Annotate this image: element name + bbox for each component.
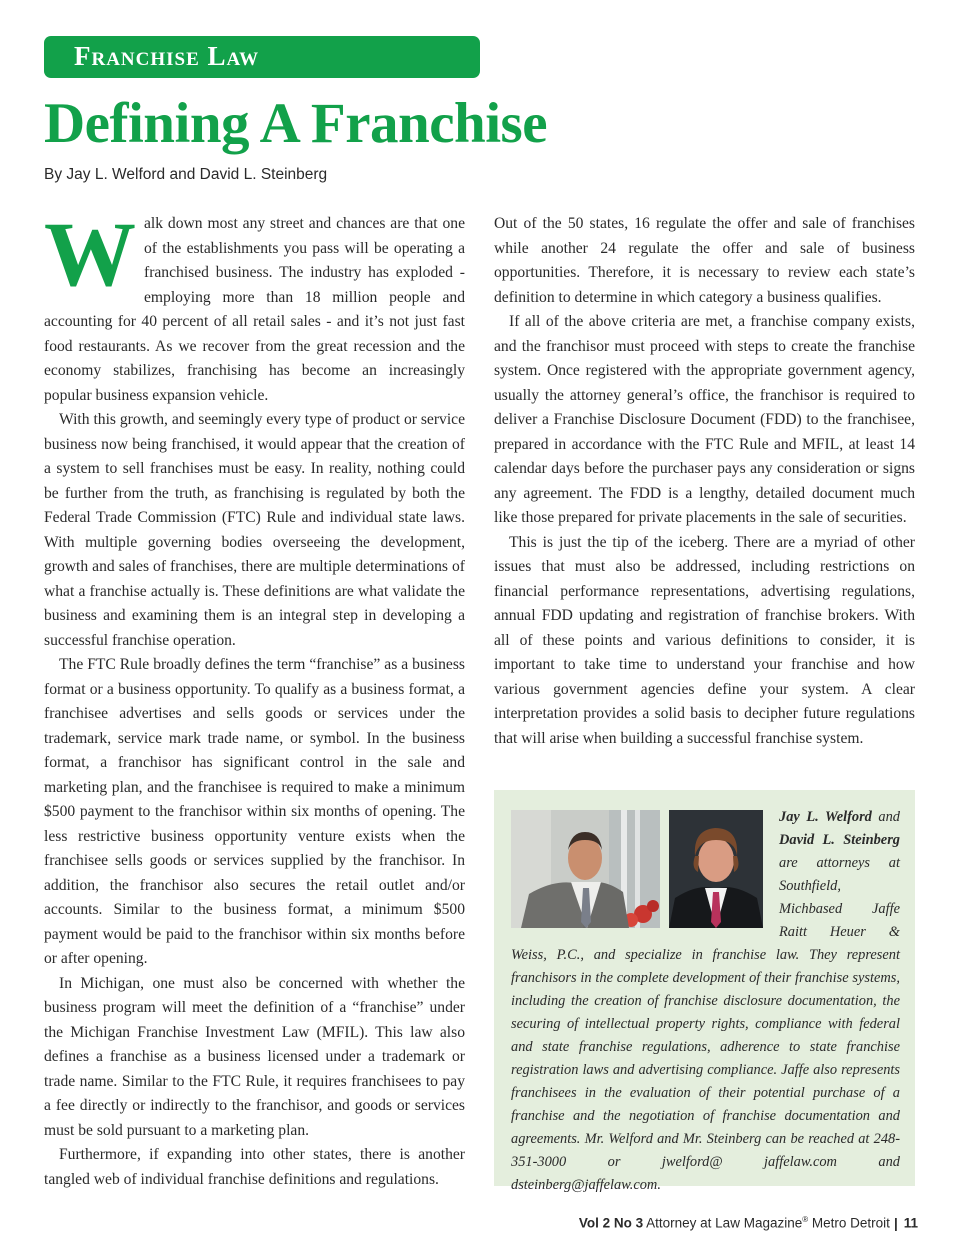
- footer-divider: |: [893, 1215, 898, 1231]
- article-paragraph: With this growth, and seemingly every type of product or service business now being franchised, it would appear that the creation of a system to sell franchises must be easy. In reality, nothing could be further from the truth, as franchising is regulated by both the Federal Trade Commission (FTC) Rule and individual state laws. With multiple governing bodies overseeing the development, growth and sales of franchises, there are multiple determinations of what a franchise actually is. These definitions are what validate the business and examining them is an integral step in developing a successful franchise operation.: [44, 411, 466, 649]
- article-paragraph: If all of the above criteria are met, a franchise company exists, and the franchisor must proceed with steps to create the franchise system. Once registered with the appropriate government agency, usually the attorney general’s office, the franchisor is required to deliver a Franchise Disclosure Document (FDD) to the franchisee, prepared in accordance with the FTC Rule and MFIL, at least 14 calendar days before the purchaser pays any consideration or signs any agreement. The FDD is a lengthy, detailed document much like those prepared for private placements in the sale of securities.: [494, 313, 915, 526]
- section-banner: [44, 36, 480, 78]
- section-label: Franchise Law: [74, 41, 260, 71]
- article-paragraph: Furthermore, if expanding into other states, there is another tangled web of individual franchise definitions and regulations.: [44, 1146, 465, 1188]
- author-name-2: David L. Steinberg: [779, 832, 900, 848]
- article-paragraph: This is just the tip of the iceberg. There are a myriad of other issues that must also be addressed, including restrictions on financial performance representations, advertising regulations, annual FDD updating and registration of franchise brokers. With all of these points and various definitions to consider, it is important to take time to understand your franchise and how various government agencies define your system. A clear interpretation provides a solid basis to decipher future regulations that will arise when building a successful franchise system.: [494, 533, 915, 747]
- drop-cap: W: [44, 203, 136, 305]
- paragraph-text: alk down most any street and chances are that one of the establishments you pass will be operating a franchised business. The industry has exploded - employing more than 18 million people and accounting for 40 percent of all retail sales - and it’s not just fast food restaurants. As we recover from the great recession and the economy stabilizes, franchising has become an increasingly popular business expansion vehicle.: [44, 215, 465, 404]
- article-paragraph: Out of the 50 states, 16 regulate the offer and sale of franchises while another 24 regulate the offer and sale of business opportunities. Therefore, it is necessary to review each state’s definition to determine in which category a business qualifies.: [494, 215, 915, 306]
- edition-name: Metro Detroit: [811, 1215, 890, 1231]
- article-column-right: [494, 212, 915, 751]
- issue-number: Vol 2 No 3: [578, 1215, 644, 1231]
- author-bio-text: Jay L. Welford and David L. Steinberg are attorneys at Southfield, Michbased Jaffe Raitt Heuer & Weiss, P.C., and specialize in franchise law. They represent franchisors in the complete development of their franchise systems, including the creation of franchise disclosure documentation, the securing of intellectual property rights, compliance with federal and state franchise regulations, adherence to state franchise registration laws and advertising compliance. Jaffe also represents franchisees in the evaluation of their potential purchase of a franchise and the negotiation of franchise documentation and agreements. Mr. Welford and Mr. Steinberg can be reached at 248-351-3000 or jwelford@ jaffelaw.com and dsteinberg@jaffelaw.com.: [511, 809, 900, 1193]
- bio-description: are attorneys at Southfield, Michbased Jaffe Raitt Heuer & Weiss, P.C., and specialize in franchise law. They represent franchisors in the complete development of their franchise systems, including the creation of franchise disclosure documentation, the securing of intellectual property rights, compliance with federal and state franchise regulations, adherence to state franchise registration laws and advertising compliance. Jaffe also represents franchisees in the evaluation of their potential purchase of a franchise and the negotiation of franchise documentation and agreements. Mr. Welford and Mr. Steinberg can be reached at 248-351-3000 or jwelford@ jaffelaw.com and dsteinberg@jaffelaw.com.: [511, 855, 900, 1193]
- article-column-left: [44, 203, 466, 1192]
- page-footer: Vol 2 No 3 Attorney at Law Magazine® Metro Detroit | 11: [578, 1215, 918, 1231]
- magazine-name: Attorney at Law Magazine: [646, 1215, 803, 1231]
- byline: By Jay L. Welford and David L. Steinberg: [44, 166, 328, 183]
- author-name-1: Jay L. Welford: [779, 809, 872, 825]
- author-bio-box: [494, 790, 915, 1193]
- article-paragraph: The FTC Rule broadly defines the term “franchise” as a business format or a business opportunity. To qualify as a business format, a franchisee advertises and sells goods or services under the trademark, service mark trade name, or symbol. In the business format, a franchisor has significant control in the sale and marketing plan, and the franchisee is required to make a minimum $500 payment to the franchisor within six months of opening. The less restrictive business opportunity venture exists when the franchisee sells goods or services supplied by the franchisor. In addition, the franchisor also secures the retail outlet and/or accounts. Similar to the business format, a minimum $500 payment would be paid to the franchisor within six months before or after opening.: [44, 656, 465, 967]
- article-paragraph: [44, 203, 465, 408]
- page-number: 11: [903, 1215, 918, 1231]
- article-paragraph: In Michigan, one must also be concerned with whether the business program will meet the definition of a “franchise” under the Michigan Franchise Investment Law (MFIL). This law also defines a franchise as a business licensed under a trademark or trade name. Similar to the FTC Rule, it requires franchisees to pay a fee directly or indirectly to the franchisor, and goods or services must be sold pursuant to a marketing plan.: [44, 974, 465, 1139]
- article-title: Defining A Franchise: [44, 92, 548, 155]
